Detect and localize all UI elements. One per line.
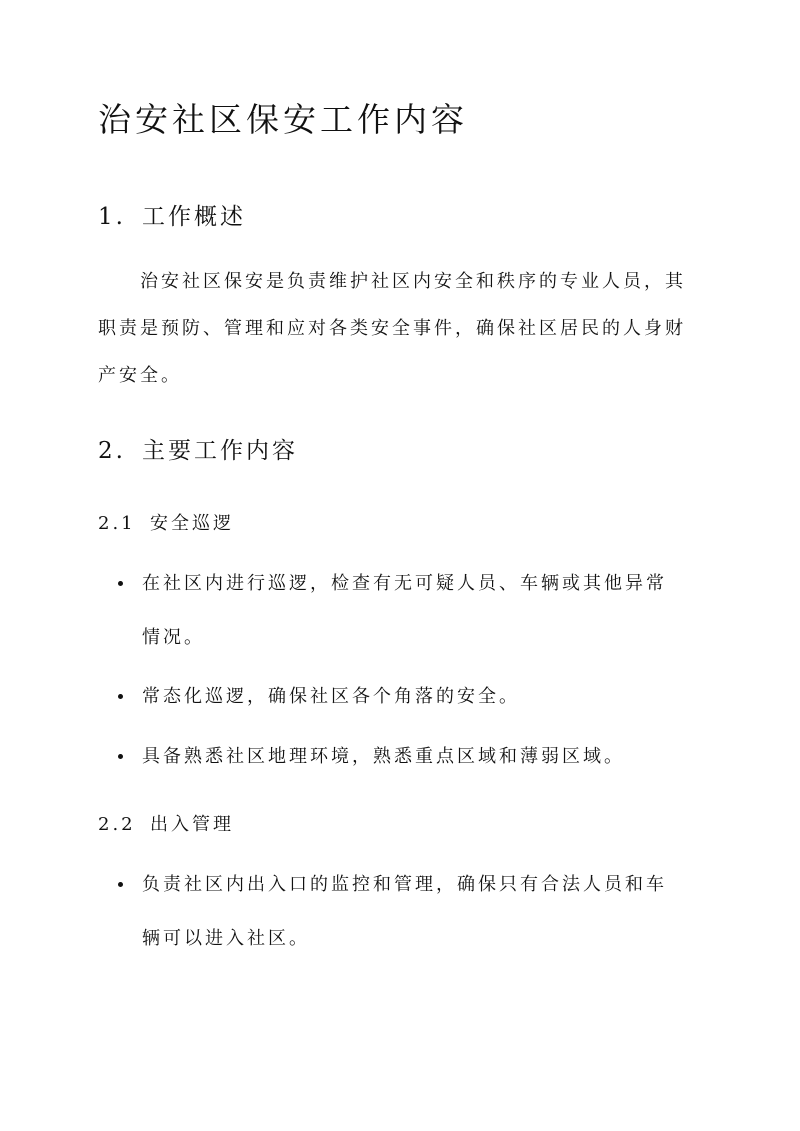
- bullet-icon: [118, 754, 123, 759]
- bullet-icon: [118, 581, 123, 586]
- section-1-number: 1.: [98, 204, 126, 230]
- subsection-2-1-number: 2.1: [98, 513, 136, 534]
- section-2-number: 2.: [98, 438, 126, 464]
- list-item: [118, 730, 678, 784]
- list-item: [118, 670, 678, 724]
- subsection-2-1-heading: [98, 509, 234, 535]
- subsection-2-2-heading: [98, 810, 234, 836]
- subsection-2-2-number: 2.2: [98, 814, 136, 835]
- list-item-text: 负责社区内出入口的监控和管理，确保只有合法人员和车辆可以进入社区。: [142, 874, 667, 949]
- document-title: 治安社区保安工作内容: [98, 100, 468, 139]
- subsection-2-1-title: 安全巡逻: [150, 513, 234, 534]
- bullet-icon: [118, 882, 123, 887]
- subsection-2-2-title: 出入管理: [150, 814, 234, 835]
- list-item: [118, 858, 678, 966]
- list-item-text: 在社区内进行巡逻，检查有无可疑人员、车辆或其他异常情况。: [142, 573, 667, 648]
- section-1-title: 工作概述: [142, 204, 246, 230]
- section-1-heading: [98, 198, 246, 231]
- bullet-icon: [118, 694, 123, 699]
- list-item-text: 常态化巡逻，确保社区各个角落的安全。: [142, 686, 520, 707]
- list-item-text: 具备熟悉社区地理环境，熟悉重点区域和薄弱区域。: [142, 746, 625, 767]
- section-1-paragraph: 治安社区保安是负责维护社区内安全和秩序的专业人员，其职责是预防、管理和应对各类安全事件，确保社区居民的人身财产安全。: [98, 271, 686, 386]
- section-2-heading: [98, 432, 298, 465]
- section-2-title: 主要工作内容: [142, 438, 298, 464]
- list-item: [118, 557, 678, 665]
